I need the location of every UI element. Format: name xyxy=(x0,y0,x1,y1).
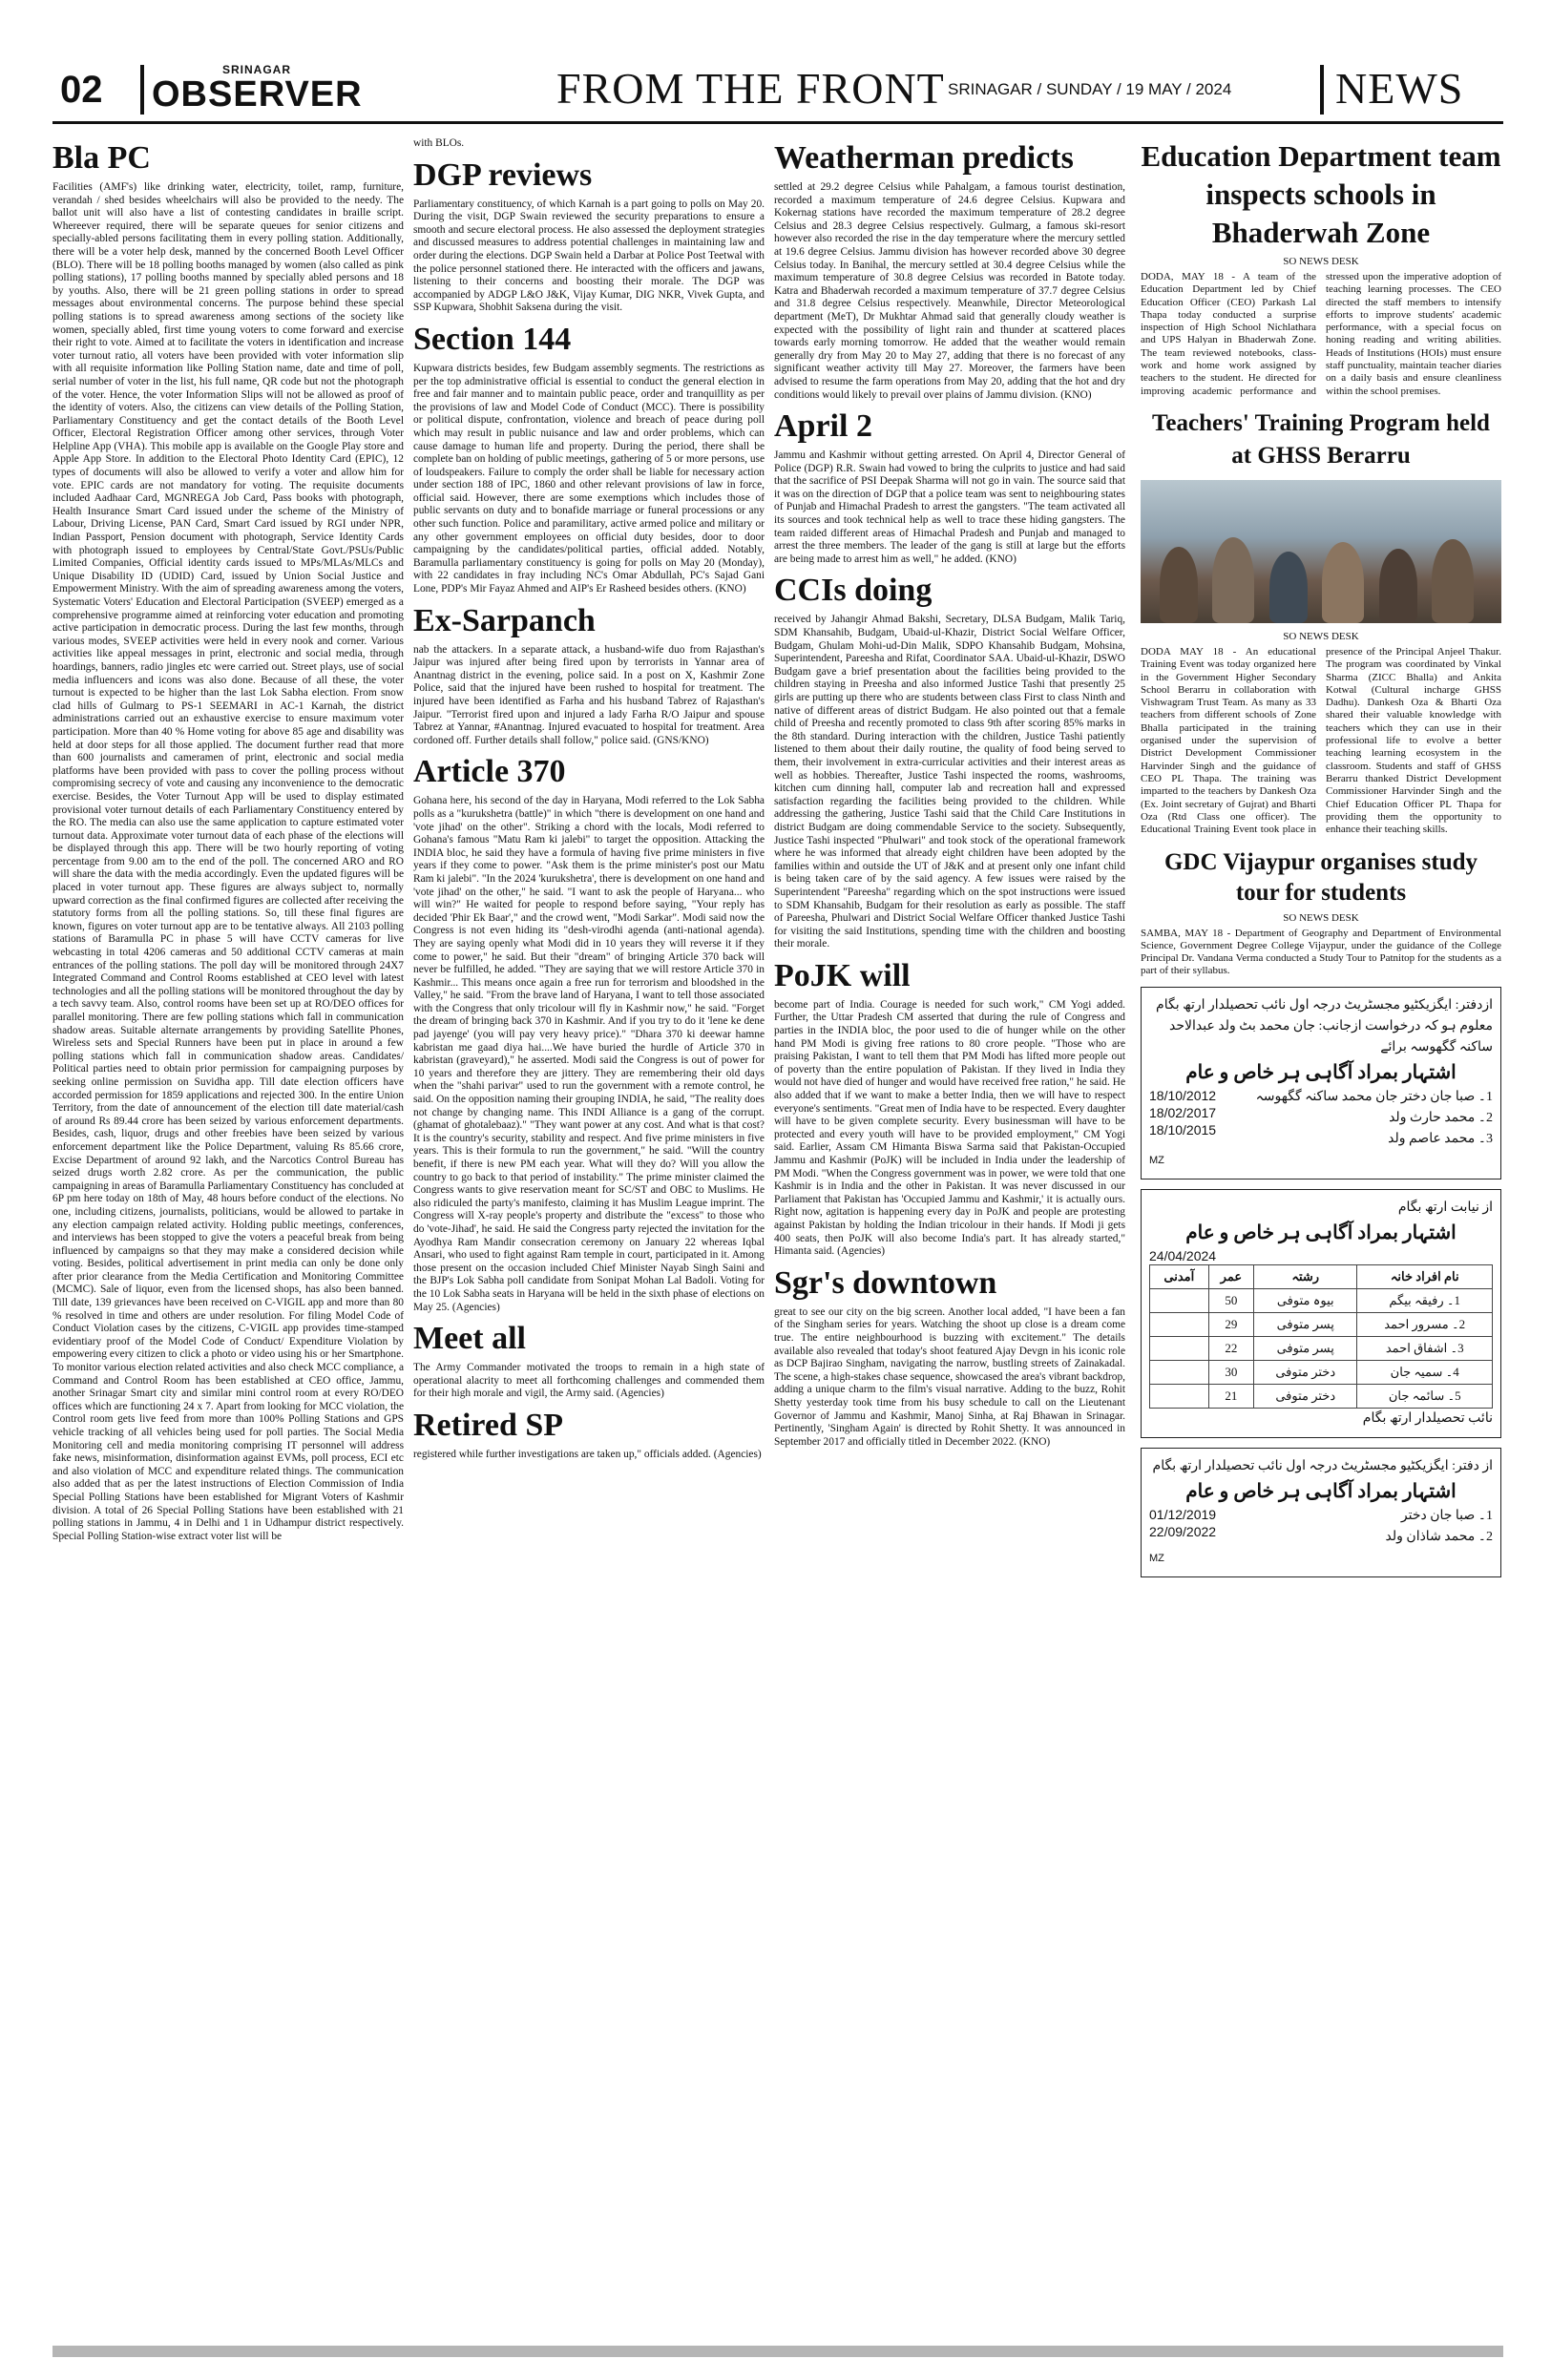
ad-1-office: ازدفتر: ایگزیکٹیو مجسٹریٹ درجہ اول نائب تحصیلدار ارتھ بگام xyxy=(1156,998,1493,1013)
column-3 xyxy=(774,137,1125,2332)
brand-logo: OBSERVER xyxy=(152,74,363,115)
ad-1-heading: اشتہار بمراد آگاہی ہر خاص و عام xyxy=(1185,1062,1457,1084)
headline-dgp-reviews: DGP reviews xyxy=(413,157,593,193)
ad-3-office: از دفتر: ایگزیکٹیو مجسٹریٹ درجہ اول نائب تحصیلدار ارتھ بگام xyxy=(1152,1459,1493,1474)
story-body-bla-pc: Facilities (AMF's) like drinking water, electricity, toilet, ramp, furniture, verandah / shed besides wheelchairs will also be provided to the needy. The ballot unit will also have a list of contesting candidates in braille script. Whereever required, there will be separate queues for senior citizens and specially-abled persons facilitating them in every polling station. Additionally, there will be a voter help desk, manned by the concerned Booth Level Officer (BLO). There will be 18 polling booths managed by women (also called as pink polling stations), 17 polling booths manned by specially abled persons and 18 by youths. Also, there will be 21 green polling stations in order to spread messages about environmental concerns. The purpose behind these special polling stations is to spread awareness among sections of the society like women, specially abled, first time young voters to come forward and exercise their right to vote. Aimed at to facilitate the voters in identification and increase voter turnout ratio, all voters have been provided with voter information slip with all requisite information like Polling Station name, date and time of poll, serial number of voter in the list, his full name, QR code but not the photograph of the voter. Hence, the voter Information Slips will not be allowed as proof of the identity of voters. Also, the citizens can view details of the Polling Station, Parliamentary Constituency and get the contact details of the Booth Level Officer, Electoral Registration Officer among other services, through Voter Helpline App (VHA). This mobile app is available on the Google Play store and Apple App Store. In addition to the Electoral Photo Identity Card (EPIC), 12 types of documents will also be allowed to verify a voter and allow him for vote. EPIC cards are not mandatory for voting. The requisite documents included Aadhaar Card, MGNREGA Job Card, Pass books with photograph, Health Insurance Smart Card issued under the scheme of the Ministry of Labour, Driving License, PAN Card, Smart Card issued by RGI under NPR, Indian Passport, Pension document with photograph, Service Identity Cards with photograph issued to employees by Central/State Govt./PSUs/Public Limited Companies, Official identity cards issued to MPs/MLAs/MLCs and Unique Disability ID (UDID) Card, issued by Union Social Justice and Empowerment Ministry. With the aim of spreading awareness among the voters, Systematic Voters' Education and Electoral Participation (SVEEP) emerged as a comprehensive programme aimed at reinforcing voter education and promoting active participation in democratic process. During the last few months, through various modes, SVEEP activities were held in every nook and corner. Various activities like appeal messages in print, electronic and social media, through hoardings, banners, radio jingles etc were carried out. Street plays, use of social media influencers and icons was also done. Because of all these, the voter turnout is expected to be higher than the last Lok Sabha election. From snow clad hills of Gulmarg to PS-1 SEEMARI in AC-1 Karnah, the district administrations carried out an exhaustive exercise to ensure maximum voter participation. More than 40 % Home voting for above 85 age and disability was held at door steps for all those applied. The document further read that more than 600 journalists and cameramen of print, electronic and social media platforms have been provided with pass to cover the polling process without compromising secrecy of vote and causing any inconvenience to the democratic exercise. Besides, the Voter Turnout App will be used to display estimated provisional voter turnout details of each Parliamentary Constituency entered by the RO. The media can also use the same application to capture estimated voter turnout data. Approximate voter turnout data of each phase of the elections will be displayed through this app. There will be two hourly reporting of voting percentage from 9.00 am to the end of the poll. The concerned ARO and RO will share the data with the media accordingly. Even the updated figures will be placed in voter turnout app. These figures are always subject to, normally upward correction as the final confirmed figures are collected after receiving the statutory forms from all the polling stations. So, till these final figures are known, figures on voter turnout app are to be tentative always. All 2103 polling stations of Baramulla PC in phase 5 will have CCTV cameras for live webcasting in total 4206 cameras and 50 additional CCTV cameras at main entrances of the polling stations. The poll day will be monitored through 24X7 Integrated Command and Control Rooms established at CEO level with latest technologies and all the polling stations will be monitored throughout the day by a tech savvy team. Also, control rooms have been set up at RO/DEO offices for parallel monitoring. There are few polling stations which fall in communication shadow areas. Suitable alternate arrangements by providing Satellite Phones, Wireless sets and Special Runners have been put in place in around a few polling stations which fall in communication shadow areas. Candidates/ Political parties need to obtain prior permission for campaigning purposes by seeking online permission on Suvidha app. Till date election officers have accorded permission for 1859 applications and rejected 300. In the entire Union Territory, from the date of announcement of the election till date material/cash of around Rs 89.44 crore has been seized by various enforcement departments. Besides, cash, liquor, drugs and other freebies have been seized by various enforcement department like the Police Department, valuing Rs 85.66 crore, Excise Department of around 92 lakh, and the Narcotics Control Bureau has seized drugs worth 2.82 crore. As per the communication, the public campaigning in areas of Baramulla Parliamentary Constituency has concluded at 6P pm here today on 18th of May, 48 hours before conduct of the elections. No one, including citizens, journalists, politicians, would be allowed to partake in any election campaign related activity. Holding public meetings, conferences, and interviews has been stopped to give the voters a peaceful break from being influenced by campaigns so that they may make a considered decision while voting. Besides, political advertisement in print media can only be done only after prior clearance from the Media Certification and Monitoring Committee (MCMC). Sale of liquor, even from the licensed shops, has also been banned. Till date, 139 grievances have been received on C-VIGIL app and more than 80 % resolved in time and others are under resolution. For filing Model Code of Conduct Violation cases by the citizens, C-VIGIL app provides time-stamped evidentiary proof of the Model Code of Conduct/ Expenditure Violation by empowering every citizen to click a photo or video using his or her Smartphone. To monitor various election related activities and also check MCC compliance, a Command and Control Room has been established at CEO office, Jammu, another Srinagar Smart city and similar mini control room at every RO/DEO offices which are functioning 24 x 7. Apart from looking for MCC violation, the Control room gets live feed from more than 100% Polling Stations and GPS vehicle tracking of all vehicles being used for poll parties. The Social Media Monitoring cell and media monitoring comprising IT personnel will address fake news, misinformation, disinformation against EVMs, poll process, ECI etc and also violation of MCC and expenditure related things. The communication also added that as per the latest instructions of Election Commission of India Special Polling Stations have been established for Migrant Voters of Kashmir division. A total of 26 Special Polling Stations have been established with 21 polling stations in Jammu, 4 in Delhi and 1 in Udhampur district respectively. Special Polling Station-wise extract voter list will be xyxy=(52,181,404,1542)
ad-1-name-1: 1۔ صبا جان دختر جان محمد ساکنہ گگھوسہ xyxy=(1255,1090,1493,1105)
table-row xyxy=(1150,1361,1493,1385)
continued-text: with BLOs. xyxy=(413,137,465,149)
table-row xyxy=(1150,1337,1493,1361)
ad-2-col-relation: رشتہ xyxy=(1254,1265,1357,1289)
headline-ex-sarpanch: Ex-Sarpanch xyxy=(413,602,596,638)
story-body-ex-sarpanch: nab the attackers. In a separate attack, a husband-wife duo from Rajasthan's Jaipur was injured after being fired upon by terrorists in Yannar area of Anantnag district in the evening, police said. In a post on X, Kashmir Zone Police, said that the injured have been rushed to hospital for treatment. The injured have been identified as Farha and his husband Tabrez of Rajasthan's Jaipur. "Terrorist fired upon and injured a lady Farha R/O Jaipur and spouse Tabrez at Yannar, #Anantnag. Injured evacuated to hospital for treatment. Area cordoned off. Further details shall follow," police said. (GNS/KNO) xyxy=(413,643,765,746)
ad-1-name-2: 2۔ محمد حارث ولد xyxy=(1389,1111,1493,1126)
desk-credit: SO NEWS DESK xyxy=(1283,256,1359,267)
table-cell xyxy=(1150,1337,1209,1361)
headline-weatherman: Weatherman predicts xyxy=(774,140,1074,176)
story-body-teachers-training: DODA MAY 18 - An educational Training Event was today organized here in the Government Higher Secondary School Berarru in collaboration with Vishwagram Trust Team. As many as 33 teachers from different schools of Zone Bhalla participated in the training organised under the supervision of District Development Commissioner Harvinder Singh and the guidance of CEO PL Thapa. The training was imparted to the teachers by Dankesh Oza (Ex. Joint secretary of Gujrat) and Bharti Oza (Rtd Class one officer). The Educational Training Event took place in presence of the Principal Anjeel Thakur. The program was coordinated by Vinkal Sharma (ZICC Bhalla) and Ankita Kotwal (Cultural incharge GHSS Dadhu). Dankesh Oza & Bharti Oza shared their valuable knowledge with teachers which they can use in their professional life to evolve a better teaching learning ecosystem in the classroom. Students and staff of GHSS Berarru thanked District Development Commissioner Harvinder Singh and the Chief Education Officer PL Thapa for providing them the opportunity to enhance their teaching skills. xyxy=(1141,645,1501,836)
ad-3-date-1: 01/12/2019 xyxy=(1149,1507,1217,1523)
ad-1-dates xyxy=(1149,1087,1216,1150)
classified-ad-3 xyxy=(1141,1448,1501,1577)
table-cell: دختر متوفی xyxy=(1254,1361,1357,1385)
ad-1-intro: معلوم ہو کہ درخواست ازجانب: جان محمد بٹ ولد عبدالاحد ساکنہ گگھوسہ برائے xyxy=(1169,1019,1493,1055)
ad-1-date-2: 18/02/2017 xyxy=(1149,1105,1217,1121)
headline-pojk-will: PoJK will xyxy=(774,957,911,993)
column-4 xyxy=(1141,137,1501,2332)
ad-1-mz: MZ xyxy=(1149,1155,1164,1167)
ad-2-office: از نیابت ارتھ بگام xyxy=(1397,1200,1493,1216)
story-body-meet-all: The Army Commander motivated the troops to remain in a high state of operational alacrity to meet all forthcoming challenges and commended them for their high morale and vigil, the Army said. (Agencies) xyxy=(413,1362,765,1400)
table-cell: 3۔ اشفاق احمد xyxy=(1357,1337,1493,1361)
ad-2-heading: اشتہار بمراد آگاہی ہر خاص و عام xyxy=(1185,1222,1457,1244)
story-body-april-2: Jammu and Kashmir without getting arrested. On April 4, Director General of Police (DGP) R.R. Swain had vowed to bring the culprits to justice and had said that the sacrifice of PSI Deepak Sharma will not go in vain. The source said that it was on the direction of DGP that a police team was sent to neighbouring states of Punjab and Himachal Pradesh to arrest the gangsters. "The team activated all its sources and took technical help as well to trace these hiding gangsters. The team raided different areas of Himachal Pradesh and Punjab and managed to arrest the three members. The leader of the gang is still at large but the efforts are being made to arrest him as well," he added. (KNO) xyxy=(774,449,1125,565)
table-cell: دختر متوفی xyxy=(1254,1385,1357,1409)
headline-bla-pc: Bla PC xyxy=(52,140,151,176)
story-body-pojk-will: become part of India. Courage is needed for such work," CM Yogi added. Further, the Uttar Pradesh CM asserted that during the rule of Congress and parties in the INDIA bloc, the poor used to die of hunger while on the other hand PM Modi is giving free rations to 80 crore people. "Those who are praising Pakistan, I want to tell them that PM Modi has lifted more people out of poverty than the entire population of Pakistan. If they lived in India they would not have died of hunger and would have received free ration," he said. He also added that if we want to make a better India, then we will have to respect everyone's sentiments. "Great men of India have to be respected. Every daughter will have to be given complete security. Every businessman will have to be protected and every youth will have to be provided employment," CM Yogi said. Earlier, Assam CM Himanta Biswa Sarma said that Pakistan-Occupied Jammu and Kashmir (PoJK) will be included in India under the leadership of PM Modi. "When the Congress government was in power, we were told that one Kashmir is in India and the other in Pakistan. It was never discussed in our Parliament that Pakistan has 'Occupied Jammu and Kashmir,' it is actually ours. Right now, agitation is happening every day in PoJK and people are protesting against Pakistan by holding the Indian tricolour in their hands. If Modi ji gets 400 seats, then PoJK will also become India's part. It has already started," Himanta said. (Agencies) xyxy=(774,998,1125,1258)
headline-teachers-training: Teachers' Training Program held at GHSS Berarru xyxy=(1152,409,1490,469)
headline-section-144: Section 144 xyxy=(413,321,572,357)
table-cell xyxy=(1150,1313,1209,1337)
story-body-retired-sp: registered while further investigations are taken up," officials added. (Agencies) xyxy=(413,1448,762,1460)
ad-1-date-3: 18/10/2015 xyxy=(1149,1122,1217,1138)
table-cell: بیوہ متوفی xyxy=(1254,1289,1357,1313)
story-body-section-144: Kupwara districts besides, few Budgam assembly segments. The restrictions as per the top administrative official is essential to conduct the general election in free and fair manner and to maintain public peace, order and tranquillity as per the provisions of law and Model Code of Conduct (MCC). There is possibility or political dispute, confrontation, violence and breach of peace during poll which may result in public nuisance and law and order problems, which can cause damage to human life and property. During the period, there shall be complete ban on holding of public meetings, gathering of 5 or more persons, use of loudspeakers. Failure to comply the order shall be liable for necessary action under section 188 of IPC, 1860 and other relevant provisions of law in force, official said. However, there are some exemptions which includes those of public servants on duty and to bonafide marriage or funeral processions or any other such function. Police and paramilitary, active armed police and military or any other government employees on official duty besides, door to door campaigning by the candidates/political parties, official added. Notably, Baramulla parliamentary constituency is going for polls on May 20 (Monday), with 22 candidates in fray including NC's Omar Abdullah, PC's Sajad Gani Lone, PDP's Mir Fayaz Ahmed and AIP's Er Rasheed besides others. (KNO) xyxy=(413,362,765,595)
headline-article-370: Article 370 xyxy=(413,754,566,790)
table-cell: پسر متوفی xyxy=(1254,1337,1357,1361)
ad-2-date: 24/04/2024 xyxy=(1149,1248,1217,1264)
headline-meet-all: Meet all xyxy=(413,1321,526,1357)
desk-credit-2: SO NEWS DESK xyxy=(1283,630,1359,642)
story-body-article-370: Gohana here, his second of the day in Haryana, Modi referred to the Lok Sabha polls as a "kurukshetra (battle)" in which "there is development on one hand and 'vote jihad' on the other". Striking a chord with the locals, Modi referred to Gohana's famous "Matu Ram ki jalebi" to target the opposition. Attacking the INDIA bloc, he said they have a formula of having five prime ministers in five years if they come to power. "Ask them is the prime minister's post our Matu Ram ki jalebi". "In the 2024 'kurukshetra', there is development on one hand and 'vote jihad' on the other," he said. "I want to ask the people of Haryana... who will win?" He waited for people to respond before saying, "Your reply has decided 'Phir Ek Baar'," and the crowd went, "Modi Sarkar". Modi said now the Congress is not even hiding its "desh-virodhi agenda (anti-national agenda). They are saying openly what Modi did in 10 years they will reverse it if they come to power," he said. But their "dream" of bringing Article 370 back will never be fulfilled, he added. "They are saying that we will restore Article 370 in Kashmir... This means once again a free run for terrorism and bloodshed in the Valley," he said. "From the brave land of Haryana, I want to tell those associated with the Congress that only tricolour will fly in Kashmir now," he said. "Forget the dream of bringing back 370 in Kashmir. And if you try to do it 'lene ke dene pad jayenge' (you will pay very heavy price)." "Dhara 370 ki deewar hamne kabristan me gaad diya hai....We have buried the hurdle of Article 370 in kabristan (graveyard)," he asserted. Modi said the Congress is out of power for 10 years and therefore they are jittery. They are remembering their old days when the "shahi parivar" used to run the government with a remote control, he said. On the opposition naming their grouping INDIA, he said, "The reality does not change by changing name. This INDI Alliance is a gang of the corrupt. (ghamat of ghotalebaaz)." "They want power at any cost. And what is that cost? It is the country's security, stability and respect. And five prime ministers in five years. This is their formula to run the government," he said. "Will the country benefit, if there is new PM each year. What will they do? Will you allow the country to go back to that period of instability." The prime minister claimed the Congress wants to give reservation meant for SC/ST and OBC to Muslims. He also ridiculed the party's manifesto, claiming it has Muslim League imprint. The Congress will X-ray people's property and distribute the "excess" to those who do 'vote-Jihad', he said. He said the Congress party rejected the invitation for the Ayodhya Ram Mandir consecration ceremony on January 22 whereas Iqbal Ansari, who used to fight against Ram temple in court, participated in it. Among those present on the occasion included Chief Minister Nayab Singh Saini and the BJP's Lok Sabha poll candidate from Sonipat Mohan Lal Badoli. Voting for the 10 Lok Sabha seats in Haryana will be held in the sixth phase of elections on May 25. (Agencies) xyxy=(413,795,765,1313)
training-photo xyxy=(1141,480,1501,623)
story-body-dgp-reviews: Parliamentary constituency, of which Karnah is a part going to polls on May 20. During the visit, DGP Swain reviewed the security preparations to ensure a smooth and secure electoral process. He also assessed the deployment strategies and discussed measures to address potential challenges in maintaining law and order during the elections. DGP Swain held a Darbar at Police Post Teetwal with the police personnel stationed there. He interacted with the officers and jawans, listening to their concerns and boosting their morale. The DGP was accompanied by ADGP L&O J&K, Vijay Kumar, DIG NKR, Vivek Gupta, and SSP Kupwara, Shobhit Saksena during the visit. xyxy=(413,198,765,314)
ad-2-col-name: نام افراد خانہ xyxy=(1357,1265,1493,1289)
story-body-weatherman: settled at 29.2 degree Celsius while Pahalgam, a famous tourist destination, recorded a maximum temperature of 24.6 degree Celsius. Kupwara and Kokernag stations have recorded the maximum temperature of 28.2 degree Celsius and 28.3 degree Celsius respectively. Gulmarg, a famous ski-resort however also recorded the rise in the day temperature where the mercury settled at 19.6 degree Celsius. Jammu division has however recorded above 30 degree Celsius today. In Banihal, the mercury settled at 30.4 degree Celsius while the maximum temperature of 30.8 degree Celsius was recorded in Batote today. Katra and Bhaderwah recorded a maximum temperature of 37.7 degree Celsius and 31.8 degree Celsius respectively. Meanwhile, Director Meteorological department (MeT), Dr Mukhtar Ahmad said that generally cloudy weather is expected with the possibility of light rain and thunder at scattered places towards early morning tomorrow. He added that the weather would remain generally dry from May 20 to May 27, adding that there is no forecast of any significant weather activity till May 27. Moreover, the farmers have been advised to resume the farm operations from May 20, adding that the hot and dry conditions would likely to prevail over plains of Jammu division. (KNO) xyxy=(774,181,1125,401)
headline-retired-sp: Retired SP xyxy=(413,1407,564,1443)
ad-3-name-2: 2۔ محمد شاذان ولد xyxy=(1385,1530,1493,1545)
table-cell xyxy=(1150,1289,1209,1313)
ad-2-col-age: عمر xyxy=(1208,1265,1253,1289)
ad-1-name-3: 3۔ محمد عاصم ولد xyxy=(1388,1132,1493,1147)
headline-education-department: Education Department team inspects schools in Bhaderwah Zone xyxy=(1141,139,1501,249)
footer-bar xyxy=(52,2346,1503,2357)
masthead-divider-right xyxy=(1320,65,1324,115)
page-number: 02 xyxy=(60,69,103,111)
table-cell xyxy=(1150,1385,1209,1409)
table-cell: 4۔ سمیہ جان xyxy=(1357,1361,1493,1385)
story-body-gdc-vijaypur: SAMBA, MAY 18 - Department of Geography and Department of Environmental Science, Government Degree College Vijaypur, under the guidance of the College Principal Dr. Vandana Verma conducted a Study Tour to Patnitop for the students as a part of their syllabus. xyxy=(1141,928,1501,977)
ad-3-heading: اشتہار بمراد آگاہی ہر خاص و عام xyxy=(1185,1481,1457,1503)
table-cell: 50 xyxy=(1208,1289,1253,1313)
newspaper-page xyxy=(52,57,1503,2357)
table-row xyxy=(1150,1385,1493,1409)
ad-3-name-1: 1۔ صبا جان دختر xyxy=(1400,1509,1493,1524)
section-title: FROM THE FRONT xyxy=(556,64,945,113)
ad-2-footer: نائب تحصیلدار ارتھ بگام xyxy=(1362,1411,1493,1427)
brand-city: SRINAGAR xyxy=(222,63,292,76)
table-cell: 5۔ سائمہ جان xyxy=(1357,1385,1493,1409)
ad-2-table xyxy=(1149,1264,1493,1409)
column-1 xyxy=(52,137,404,2332)
desk-credit-3: SO NEWS DESK xyxy=(1283,912,1359,925)
ad-3-names xyxy=(1386,1506,1493,1548)
ad-1-date-1: 18/10/2012 xyxy=(1149,1088,1217,1104)
ad-1-names xyxy=(1256,1087,1493,1150)
table-cell: 21 xyxy=(1208,1385,1253,1409)
story-body-education-department: DODA, MAY 18 - A team of the Education Department led by Chief Education Officer (CEO) Parkash Lal Thapa today conducted a surprise inspection of High School Nichlathara and UPS Halyan in Bhaderwah Zone. The team reviewed notebooks, class-work and home work assigned by teachers to the student. He directed for improving academic performance and stressed upon the imperative adoption of teaching learning processes. The CEO directed the staff members to intensify efforts to improve students' academic performance, with a special focus on honing reading and writing abilities. Heads of Institutions (HOIs) must ensure staff punctuality, maintain teacher diaries on a daily basis and ensure cleanliness within the school premises. xyxy=(1141,271,1501,397)
table-row xyxy=(1150,1313,1493,1337)
dateline: SRINAGAR / SUNDAY / 19 MAY / 2024 xyxy=(948,80,1232,98)
story-body-sgr-downtown: great to see our city on the big screen. Another local added, "I have been a fan of the Singham series for years. Watching the shoot up close is a dream come true. The entire neighbourhood is buzzing with excitement." The details available also revealed that today's shoot featured Ajay Devgn in his iconic role as DCP Bajirao Singham, navigating the narrow, bustling streets of Zainakadal. The scene, a high-stakes chase sequence, showcased the area's vibrant backdrop, adding a unique charm to the film's visual narrative. Adding to the buzz, Rohit Shetty yesterday took time from his busy schedule to call on the Lieutenant Governor of Jammu and Kashmir, Manoj Sinha, at Raj Bhawan in Srinagar. Pertinently, 'Singham Again' is directed by Rohit Shetty. It was announced in September 2017 and officially titled in December 2022. (KNO) xyxy=(774,1305,1125,1448)
headline-gdc-vijaypur: GDC Vijaypur organises study tour for students xyxy=(1163,849,1478,907)
ad-3-date-2: 22/09/2022 xyxy=(1149,1524,1217,1540)
headline-ccis-doing: CCIs doing xyxy=(774,573,933,609)
table-cell: 1۔ رفیقہ بیگم xyxy=(1357,1289,1493,1313)
table-cell: 30 xyxy=(1208,1361,1253,1385)
table-cell: 22 xyxy=(1208,1337,1253,1361)
table-cell: پسر متوفی xyxy=(1254,1313,1357,1337)
ad-3-dates xyxy=(1149,1506,1216,1548)
classified-ad-1 xyxy=(1141,987,1501,1180)
table-cell xyxy=(1150,1361,1209,1385)
masthead xyxy=(52,57,1503,124)
table-cell: 29 xyxy=(1208,1313,1253,1337)
table-row xyxy=(1150,1289,1493,1313)
masthead-divider xyxy=(140,65,144,115)
headline-april-2: April 2 xyxy=(774,408,872,445)
table-cell: 2۔ مسرور احمد xyxy=(1357,1313,1493,1337)
section-label-news: NEWS xyxy=(1335,64,1464,113)
column-2 xyxy=(413,137,765,2332)
ad-2-col-income: آمدنی xyxy=(1150,1265,1209,1289)
ad-3-mz: MZ xyxy=(1149,1553,1164,1565)
headline-sgr-downtown: Sgr's downtown xyxy=(774,1264,997,1301)
classified-ad-2 xyxy=(1141,1189,1501,1438)
story-body-ccis-doing: received by Jahangir Ahmad Bakshi, Secretary, DLSA Budgam, Malik Tariq, SDM Khansahib, Budgam, Ubaid-ul-Khazir, District Social Welfare Officer, Budgam, Ghulam Mohi-ud-Din Malik, SDPO Khansahib Budgam, Mohsina, Superintendent, Pareesha and Rifat, Coordinator SAA. Ubaid-ul-Khazir, DSWO Budgam gave a brief presentation about the facilities being provided to the children staying in Preesha and also informed Justice Tashi that presently 25 girls are putting up there who are students between class First to class Ninth and native of different areas of district Budgam. He also pointed out that a female child of Preesha and recently promoted to class 9th after scoring 85% marks in the 8th standard. During interaction with the children, Justice Tashi patiently listened to them about their daily routine, the quality of food being served to them, their involvement in extra-curricular activities and their interest areas as well as hobbies. Thereafter, Justice Tashi inspected the rooms, washrooms, kitchen cum dinning hall, computer lab and recreation hall and expressed satisfaction regarding the facilities being provided to the children. While addressing the gathering, Justice Tashi said that the Child Care Institutions in district Budgam are doing commendable Service to the society. Subsequently, Justice Tashi inspected "Phulwari" and took stock of the operational framework where he was informed that already eight children have been adopted by the families within and outside the UT of J&K and at present only one infant child is being taken care of by the said agency. A few issues were raised by the Superintendent "Pareesha" regarding which on the spot instructions were issued to SDM Khansahib, Budgam for their resolution as early as possible. The staff of Pareesha, Phulwari and District Social Welfare Officer thanked Justice Tashi for visiting the said Institutions, spending time with the children and boosting their morale. xyxy=(774,614,1125,950)
